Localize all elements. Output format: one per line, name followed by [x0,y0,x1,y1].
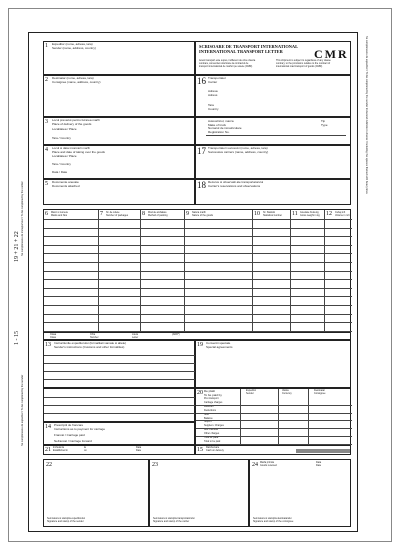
box-label-en: Carrier [208,79,218,84]
box-number: 17 [197,146,206,156]
signature-label: Semnatura si stampila expeditorului [47,517,85,520]
date-label: Data [316,461,322,464]
col-statistical-label: Nr. Statistic [263,210,276,214]
title-en: INTERNATIONAL TRANSPORT LETTER [199,49,283,54]
box-label-en: To be paid by [204,392,222,397]
goods-table-row-line [44,288,352,289]
country-label: Tara [208,103,214,107]
goods-table-row-line [44,262,352,263]
cmr-form [28,32,358,532]
box-label-en: Instructions as to payment for carriage [54,426,106,431]
class-label: Clasa [50,332,57,336]
box-label-en: Place and date of taking over the goods [52,149,105,154]
goods-table-row-line [44,245,352,246]
box-label-ro: Conventii speciale [206,341,231,345]
charge-row-label: Other charges [204,432,220,436]
class-label-en: Class [50,335,56,339]
col-weight-label-en: Gross weight in kg [300,213,320,217]
truck-make-label: Autovehicul, marca [208,119,234,123]
carriage-paid-label: Francat / Carriage paid [54,433,85,437]
adr-class-row[interactable] [43,332,351,340]
col-nature-label: Natura marfii [192,210,206,214]
box-label-en: Cash on delivery [206,449,224,452]
goods-table-row-line [44,305,352,306]
charge-row-label: Sold [204,412,209,416]
goods-table-row-line [44,253,352,254]
box-24-goods-received[interactable] [249,459,351,527]
box-21-established-in[interactable] [43,445,195,455]
col-packages-label-en: Number of packages [106,213,129,217]
box-19-special-agreements[interactable] [195,340,351,388]
header-title-block [195,41,351,75]
box-label-en: Sender's instructions (Customs and other formalities) [54,344,125,349]
box-20-to-be-paid[interactable] [195,388,351,445]
box-label-ro: Rambursare [206,446,220,449]
type-label: Tip [321,119,326,123]
carriage-forward-label: Nefrancat / Carriage forward [54,439,92,443]
col-packages-number: 7 [100,211,103,217]
goods-table[interactable] [43,209,351,332]
sender-instructions-lines[interactable] [43,388,195,422]
col-marks-label: Marci si numere [51,210,69,214]
box-18-carrier-reservations[interactable] [195,179,351,205]
box-label-en: Goods received [260,464,277,467]
col-currency-label-en: Currency [282,392,292,395]
charge-row-label: Reduceri [204,404,214,408]
box-number: 23 [152,462,158,468]
signature-label: Semnatura si stampila destinatarului [253,517,292,520]
col-weight-label: Greutate bruta kg [300,210,319,214]
convention-en-2: contrary, to the provisions relative to the contract of [276,62,331,65]
goods-table-row-line [44,314,352,315]
col-weight-number: 11 [292,211,298,217]
date-label-en: Date [136,449,142,452]
date-label-en: Date [316,464,322,467]
vehicle-registration[interactable] [195,117,351,145]
box-label-ro: Locul prevazut pentru livrarea marfii [52,118,100,122]
box-label-ro: De platit [204,389,216,393]
box-number: 19 [197,342,203,348]
col-sender-label: Expeditor [246,389,257,392]
box-number: 21 [45,447,51,453]
charge-row-label: Total to be paid [204,439,221,443]
box-23-carrier-signature[interactable] [149,459,249,527]
col-sender-label-en: Sender [246,392,254,395]
country-label: Tara / Country [52,136,71,140]
box-number: 18 [197,180,206,190]
box-label-ro: Documente anexate [52,180,79,184]
box-4-place-of-taking-over[interactable] [43,145,195,179]
box-3-place-of-delivery[interactable] [43,117,195,145]
box-13-sender-instructions[interactable] [43,340,195,388]
box-number: 24 [252,462,258,468]
box-number: 1 [45,43,48,49]
convention-en-3: international road transport of goods (CMR). [276,65,323,68]
box-15-cash-on-delivery[interactable] [195,445,351,455]
col-statistical-number: 10 [254,211,260,217]
goods-table-row-line [44,228,352,229]
box-label-en: Documents attached [52,183,80,188]
col-marks-number: 6 [45,211,48,217]
box-number: 3 [45,119,48,125]
box-label-en: Place of delivery of the goods [52,121,92,126]
box-number: 20 [197,390,203,396]
convention-ro-1: Acest transport este supus, indiferent de orice clauza [199,59,256,62]
col-volume-number: 12 [326,211,332,217]
address-label: Adresa [208,89,218,93]
col-packing-label: Mod de ambalare [148,210,167,214]
box-16-carrier[interactable] [195,75,351,117]
box-label-ro: Transportatori succesivi (nume, adresa, tara) [208,146,268,150]
box-label-en: Consignee (name, address, country) [52,79,101,84]
title-ro: SCRISOARE DE TRANSPORT INTERNATIONAL [199,44,299,49]
box-number: 22 [46,462,52,468]
left-side-codes: 19 + 21 + 22 [14,231,20,262]
col-volume-label-en: Volume in m3 [335,213,350,217]
signature-label-en: Signature and stamp of the carrier [153,520,190,523]
number-label-en: Number [90,335,99,339]
box-number: 4 [45,147,48,153]
box-label-ro: Locul si data incarcarii marfii [52,146,90,150]
col-volume-label: Cubaj m3 [335,210,346,214]
col-packages-label: Nr. de colete [106,210,120,214]
box-label-ro: Marfa primita [260,461,274,464]
signature-label: Semnatura si stampila transportatorului [153,517,195,520]
charge-row-label: Total de plata [204,436,219,439]
type-label-en: Type [321,122,328,127]
place-label: Localitatea / Place [52,127,77,131]
box-number: 5 [45,181,48,187]
box-label-ro: Instructiunile expeditorului (formalitati vamale si altele) [54,341,127,345]
box-label-en: Carrier's reservations and observations [208,183,261,188]
box-14-payment-instructions[interactable] [43,422,195,445]
box-label-en: Established in [53,449,68,452]
on-label: la [84,446,86,449]
convention-ro-2: contrara, conventiei referitoare la contractul de [199,62,249,65]
box-label-ro: Destinatar (nume, adresa, tara) [52,76,94,80]
charge-row-label: Suplim. [204,420,212,424]
box-1-sender[interactable] [43,41,195,75]
goods-table-row-line [44,271,352,272]
country-label-en: Country [208,106,219,111]
on-label-en: on [84,449,87,452]
col-packing-number: 8 [142,211,145,217]
registration-label: Numarul de inmatriculare [208,126,242,130]
col-marks-label-en: Marks and Nos [51,213,68,217]
box-number: 15 [197,447,203,453]
goods-table-row-line [44,279,352,280]
col-consignee-label: Destinatar [314,389,325,392]
letter-label-en: Letter [132,335,139,339]
shaded-strip [296,449,350,453]
col-consignee-label-en: Consignee [314,392,326,395]
box-number: 13 [45,342,51,348]
box-5-documents-attached[interactable] [43,179,195,205]
cmr-badge: CMR [314,47,349,61]
right-side-note: Se completeaza de expeditor / To be completed by the sender Incluzand rubricile in chenar / Including the spaces framed with heavy lines [365,36,368,194]
country-label: Tara / Country [52,162,71,166]
box-17-successive-carriers[interactable] [195,145,351,179]
address-label-en: Adress [208,92,218,97]
box-number: 16 [197,76,206,86]
date-label: Data [136,446,142,449]
box-number: 14 [45,424,51,430]
convention-ro-3: transport international de marfuri pe sosele (CMR). [199,65,253,68]
charge-row-label: Carriage charges [204,400,223,404]
charge-row-label: Alte cheltuieli [204,428,219,432]
box-label-en: Successive carriers (name, address, country) [208,149,269,154]
box-number: 2 [45,77,48,83]
left-side-note-carrier: Se completeaza de transportator / To be completed by the carrier [21,181,24,256]
goods-table-row-line [44,322,352,323]
left-side-note-sender: Se completeaza de expeditor / To be completed by the sender [21,374,24,446]
col-nature-number: 9 [186,211,189,217]
charge-row-label: Deductions [204,408,216,412]
truck-make-label-en: Make of truck [208,122,227,127]
col-packing-label-en: Method of packing [148,213,168,217]
box-label-en: Sender (name, address, country) [52,45,96,50]
charge-row-label: Pret transport [204,397,219,400]
box-label-ro: Prescriptii de francare [54,423,84,427]
signature-label-en: Signature and stamp of the consignee [253,520,294,523]
box-label-en: Special agreements [206,344,233,349]
letter-label: Litera [132,332,138,336]
col-nature-label-en: Nature of the goods [192,213,213,217]
col-currency-label: Valuta [282,389,289,392]
col-statistical-label-en: Statistical number [263,213,283,217]
charge-row-label: Supplem. Charges [204,424,224,428]
box-2-consignee[interactable] [43,75,195,117]
box-label-ro: Incheiat la [53,446,64,449]
convention-en-1: This shipment is subject to regardless of any clause [276,59,331,62]
box-label-ro: Transportator [208,76,226,80]
goods-table-row-line [44,236,352,237]
charge-row-label: Balance [204,416,213,420]
date-label: Data / Date [52,170,68,174]
box-label-ro: Expeditor (nume, adresa, tara) [52,42,93,46]
left-side-codes-2: 1 - 15 [14,331,20,345]
number-label: Cifra [90,332,96,336]
box-label-ro: Rezerve si observatii ale transportatorului [208,180,264,184]
signature-label-en: Signature and stamp of the sender [47,520,84,523]
goods-table-row-line [44,296,352,297]
place-label: Localitatea / Place [52,154,77,158]
registration-label-en: Registration No. [208,129,230,134]
box-22-sender-signature[interactable] [43,459,149,527]
adr-label: (ADR*) [172,332,180,336]
